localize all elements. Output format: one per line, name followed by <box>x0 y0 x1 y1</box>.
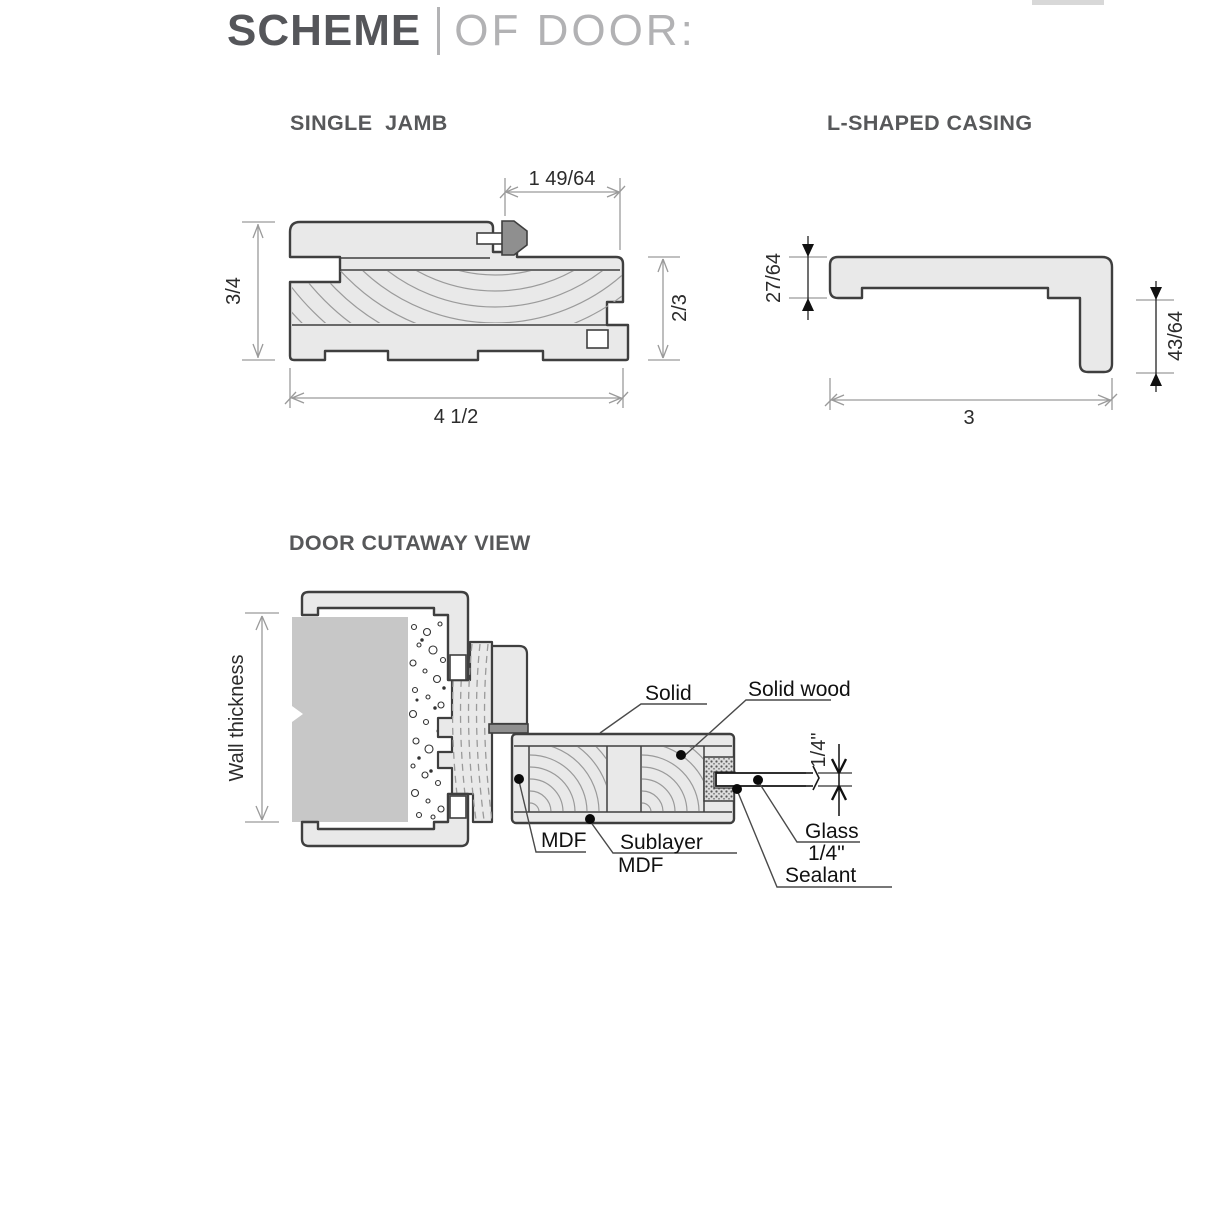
jamb-seal-gasket <box>502 221 527 255</box>
jamb-dim-left <box>242 222 275 360</box>
jamb-wood-grain <box>190 0 800 435</box>
stop-seal <box>489 724 528 733</box>
jamb-dim-top-label: 1 49/64 <box>528 168 596 190</box>
mdf-dot <box>514 774 524 784</box>
jamb-profile <box>290 222 628 360</box>
sealant-dot <box>732 784 742 794</box>
mdf-label: MDF <box>541 829 587 852</box>
cutaway-diagram <box>226 592 892 905</box>
sealant-label: Sealant <box>785 864 857 887</box>
casing-dim-right-label: 43/64 <box>1165 310 1187 362</box>
arrow-down-icon <box>802 244 814 257</box>
glass-dot <box>753 775 763 785</box>
door-stop <box>492 646 527 724</box>
jamb-dim-right-label: 2/3 <box>669 294 691 322</box>
casing-dim-left-label: 27/64 <box>763 252 785 304</box>
jamb-dim-bottom <box>285 368 628 408</box>
glass-dim-label: 1/4" <box>808 732 830 768</box>
l-casing-diagram <box>763 236 1187 429</box>
glass-label-line2: 1/4" <box>808 842 845 865</box>
glass-label-line1: Glass <box>805 820 859 843</box>
title-secondary: OF DOOR: <box>454 6 696 55</box>
casing-dim-left <box>789 236 827 320</box>
seal-kerf-slot <box>477 233 503 244</box>
sublayer-dot <box>585 814 595 824</box>
single-jamb-heading: SINGLE JAMB <box>290 111 448 135</box>
door-panel-body <box>512 734 734 823</box>
jamb-dim-left-label: 3/4 <box>223 277 245 305</box>
arrow-down-icon <box>1150 287 1162 300</box>
cropped-logo-artifact <box>1032 0 1104 5</box>
wall-thickness-dim <box>245 613 279 822</box>
single-jamb-diagram <box>190 0 800 435</box>
solid-wood-label: Solid wood <box>748 678 851 701</box>
wall-section <box>292 617 408 822</box>
sublayer-label-line1: Sublayer <box>620 831 703 854</box>
l-casing-heading: L-SHAPED CASING <box>827 111 1033 135</box>
casing-dim-bottom-label: 3 <box>963 407 975 429</box>
hinge-mortise-top <box>450 655 466 680</box>
arrow-up-icon <box>802 298 814 311</box>
cutaway-heading: DOOR CUTAWAY VIEW <box>289 531 531 555</box>
jamb-groove-slot <box>587 330 608 348</box>
wall-thickness-label: Wall thickness <box>226 654 248 782</box>
casing-dim-bottom <box>825 378 1117 410</box>
solid-wood-dot <box>676 750 686 760</box>
title-primary: SCHEME <box>227 6 422 55</box>
solid-label: Solid <box>645 682 692 705</box>
jamb-dim-bottom-label: 4 1/2 <box>433 406 479 428</box>
door-panel <box>437 719 819 905</box>
sublayer-label-line2: MDF <box>618 854 664 877</box>
hinge-mortise-bottom <box>450 796 466 818</box>
casing-profile <box>830 257 1112 372</box>
arrow-up-icon <box>1150 373 1162 386</box>
